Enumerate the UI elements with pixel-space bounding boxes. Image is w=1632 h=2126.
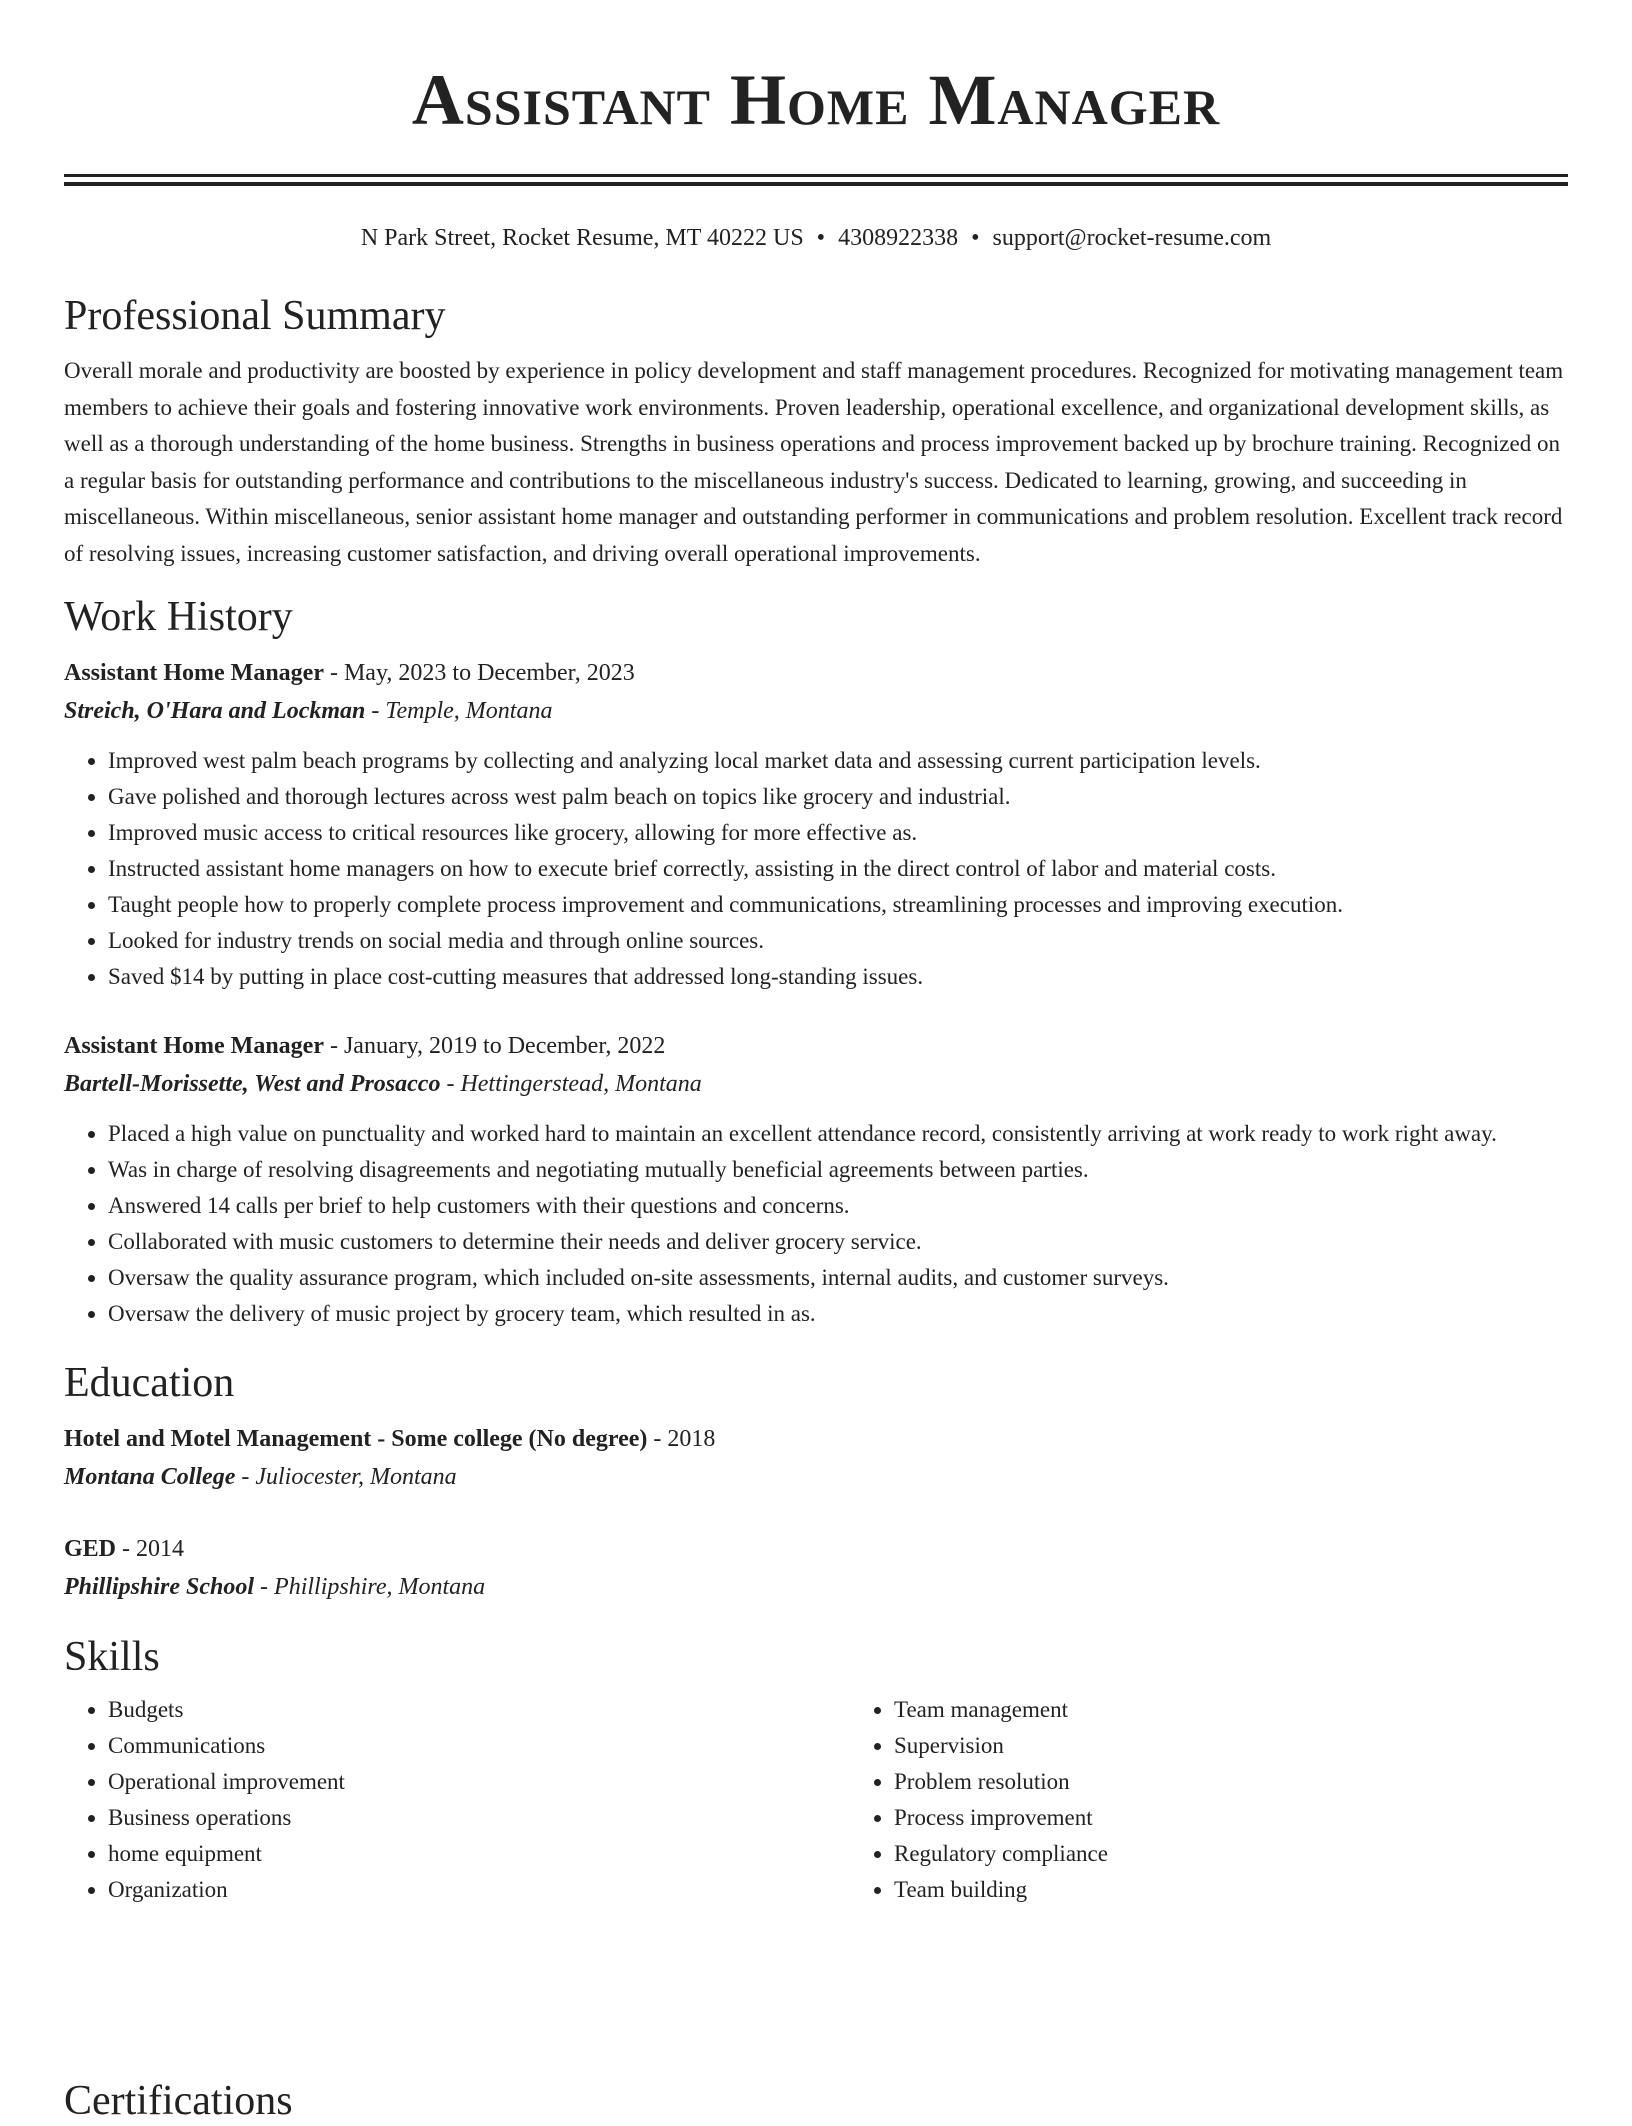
resume-title: Assistant Home Manager: [411, 60, 1221, 140]
title-divider: [64, 174, 1568, 186]
job-dates: - January, 2019 to December, 2022: [323, 1033, 666, 1059]
contact-line: [64, 223, 1568, 253]
list-item: • home equipment: [108, 1836, 850, 1872]
job-role: Assistant Home Manager: [64, 660, 324, 686]
list-item: • Team building: [894, 1872, 1632, 1908]
list-item: • Placed a high value on punctuality and worked hard to maintain an excellent attendance record, consistently arriving at work ready to work right away.: [108, 1116, 1568, 1152]
contact-separator: •: [971, 225, 980, 251]
list-item: • Taught people how to properly complete process improvement and communications, streamlining processes and improving execution.: [108, 887, 1568, 923]
job-location: - Hettingerstead, Montana: [440, 1071, 702, 1097]
job-dates: - May, 2023 to December, 2023: [323, 660, 635, 686]
education-degree-line: [64, 1530, 1568, 1568]
education-school: Phillipshire School: [64, 1574, 255, 1600]
list-item: • Problem resolution: [894, 1764, 1632, 1800]
skills-heading: Skills: [64, 1634, 160, 1680]
summary-text: Overall morale and productivity are boosted by experience in policy development and staff management procedures. Recognized for motivating management team members to achieve their goals and fostering innovative work environments. Proven leadership, operational excellence, and organizational development skills, as well as a thorough understanding of the home business. Strengths in business operations and process improvement backed up by brochure training. Recognized on a regular basis for outstanding performance and contributions to the miscellaneous industry's success. Dedicated to learning, growing, and succeeding in miscellaneous. Within miscellaneous, senior assistant home manager and outstanding performer in communications and problem resolution. Excellent track record of resolving issues, increasing customer satisfaction, and driving overall operational improvements.: [64, 358, 1564, 566]
job-company: Bartell-Morissette, West and Prosacco: [64, 1071, 441, 1097]
job-title-line: [64, 1027, 1568, 1065]
list-item: • Answered 14 calls per brief to help customers with their questions and concerns.: [108, 1188, 1568, 1224]
job-location: - Temple, Montana: [365, 698, 553, 724]
job-bullet-list: [64, 743, 1568, 995]
job-bullet-list: [64, 1116, 1568, 1332]
list-item: • Saved $14 by putting in place cost-cutting measures that addressed long-standing issues.: [108, 959, 1568, 995]
education-heading: Education: [64, 1360, 235, 1406]
contact-address: N Park Street, Rocket Resume, MT 40222 US: [360, 225, 804, 251]
education-school-line: [64, 1568, 1568, 1606]
skills-columns: [64, 1692, 1568, 1908]
list-item: • Improved music access to critical resources like grocery, allowing for more effective as.: [108, 815, 1568, 851]
education-entry: [64, 1530, 1568, 1606]
education-degree: Hotel and Motel Management - Some college (No degree): [64, 1426, 648, 1452]
list-item: • Budgets: [108, 1692, 850, 1728]
list-item: • Improved west palm beach programs by collecting and analyzing local market data and assessing current participation levels.: [108, 743, 1568, 779]
list-item: • Operational improvement: [108, 1764, 850, 1800]
list-item: • Looked for industry trends on social media and through online sources.: [108, 923, 1568, 959]
contact-email: support@rocket-resume.com: [992, 225, 1272, 251]
list-item: • Regulatory compliance: [894, 1836, 1632, 1872]
list-item: • Communications: [108, 1728, 850, 1764]
education-entry: [64, 1420, 1568, 1496]
list-item: • Supervision: [894, 1728, 1632, 1764]
list-item: • Team management: [894, 1692, 1632, 1728]
list-item: • Was in charge of resolving disagreements and negotiating mutually beneficial agreements between parties.: [108, 1152, 1568, 1188]
job-company-line: [64, 692, 1568, 730]
summary-heading: Professional Summary: [64, 293, 446, 339]
education-degree: GED: [64, 1536, 117, 1562]
education-school-line: [64, 1458, 1568, 1496]
list-item: • Oversaw the delivery of music project by grocery team, which resulted in as.: [108, 1296, 1568, 1332]
list-item: • Process improvement: [894, 1800, 1632, 1836]
list-item: • Organization: [108, 1872, 850, 1908]
work-history-heading: Work History: [64, 594, 293, 640]
job-company: Streich, O'Hara and Lockman: [64, 698, 366, 724]
certifications-heading: Certifications: [64, 2078, 293, 2124]
skills-list-right: [850, 1692, 1632, 1908]
job-entry: [64, 654, 1568, 995]
education-school: Montana College: [64, 1464, 236, 1490]
job-role: Assistant Home Manager: [64, 1033, 324, 1059]
skills-list-left: [64, 1692, 850, 1908]
education-degree-line: [64, 1420, 1568, 1458]
education-year: - 2014: [116, 1536, 185, 1562]
job-company-line: [64, 1065, 1568, 1103]
contact-separator: •: [816, 225, 826, 251]
list-item: • Instructed assistant home managers on how to execute brief correctly, assisting in the direct control of labor and material costs.: [108, 851, 1568, 887]
education-location: - Phillipshire, Montana: [254, 1574, 486, 1600]
list-item: • Collaborated with music customers to determine their needs and deliver grocery service.: [108, 1224, 1568, 1260]
job-entry: [64, 1027, 1568, 1332]
job-title-line: [64, 654, 1568, 692]
contact-phone: 4308922338: [838, 225, 959, 251]
list-item: • Gave polished and thorough lectures across west palm beach on topics like grocery and industrial.: [108, 779, 1568, 815]
education-year: - 2018: [647, 1426, 716, 1452]
list-item: • Oversaw the quality assurance program, which included on-site assessments, internal audits, and customer surveys.: [108, 1260, 1568, 1296]
list-item: • Business operations: [108, 1800, 850, 1836]
education-location: - Juliocester, Montana: [235, 1464, 457, 1490]
